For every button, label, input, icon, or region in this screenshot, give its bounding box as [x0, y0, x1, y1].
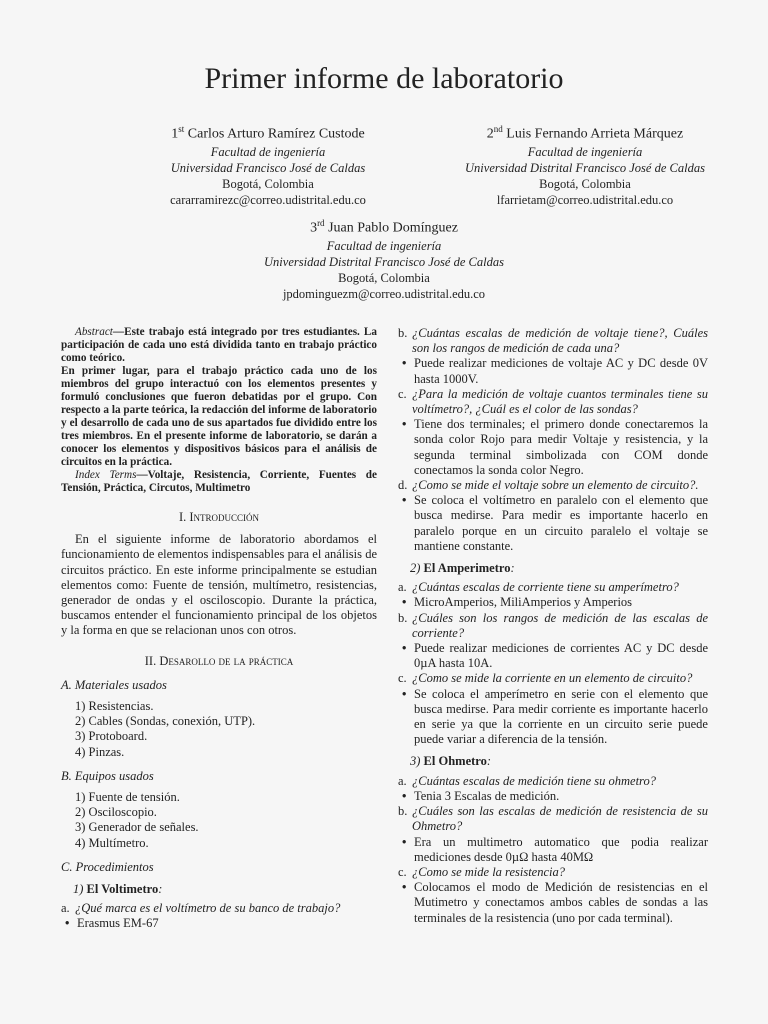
- heading-ohmetro: 3) El Ohmetro:: [410, 754, 492, 769]
- author-block-1: [118, 120, 418, 208]
- materiales-list: [61, 699, 377, 760]
- question-item: c. ¿Como se mide la corriente en un elemento de circuito?: [398, 671, 693, 686]
- author-faculty-3: Facultad de ingeniería: [326, 238, 442, 253]
- equipos-list: [61, 790, 377, 851]
- author-university-3: Universidad Distrital Francisco José de Caldas: [264, 254, 504, 269]
- list-item: 3) Protoboard.: [75, 729, 148, 744]
- list-item: 4) Pinzas.: [75, 744, 125, 759]
- author-name-1: 1st Carlos Arturo Ramírez Custode: [171, 124, 365, 142]
- question-item: a. ¿Cuántas escalas de corriente tiene su amperímetro?: [398, 580, 679, 595]
- list-item: 3) Generador de señales.: [75, 820, 199, 835]
- author-email-2: lfarrietam@correo.udistrital.edu.co: [496, 192, 674, 207]
- paper-title: Primer informe de laboratorio: [204, 62, 564, 95]
- author-city-2: Bogotá, Colombia: [539, 176, 631, 191]
- section-heading-introduccion: I. Introducción: [178, 510, 260, 524]
- author-name-2: 2nd Luis Fernando Arrieta Márquez: [486, 124, 684, 142]
- author-block-3: [234, 214, 534, 302]
- heading-amperimetro: 2) El Amperimetro:: [410, 561, 515, 576]
- abstract-paragraph-2: En primer lugar, para el trabajo práctico cada uno de los miembros del grupo interactuó con los elementos presentes y formuló conclusiones que fueron debatidas por el grupo. Con respecto a la parte teórica, la redacción del informe de laboratorio y el desarrollo de cada uno de sus apartados fue dividido entre los tres miembros. En el presente informe de laboratorio, se darán a conocer los elementos y dispositivos básicos para el análisis de circuitos en la práctica.: [61, 365, 377, 468]
- author-faculty-2: Facultad de ingeniería: [527, 144, 643, 159]
- subsection-equipos: B. Equipos usados: [61, 768, 154, 783]
- section-heading-desarollo: II. Desarollo de la práctica: [144, 653, 294, 668]
- answer-item: • MicroAmperios, MiliAmperios y Amperios: [402, 595, 633, 610]
- answer-item: • Erasmus EM-67: [65, 916, 159, 931]
- abstract: Abstract—Este trabajo está integrado por tres estudiantes. La participación de cada uno está dividida tanto en trabajo práctico como teórico.: [61, 326, 377, 364]
- author-email-1: cararramirezc@correo.udistrital.edu.co: [170, 192, 366, 207]
- question-item: c. ¿Como se mide la resistencia?: [398, 864, 565, 879]
- answer-item: • Tenia 3 Escalas de medición.: [402, 788, 560, 803]
- subsection-procedimientos: C. Procedimientos: [61, 859, 154, 874]
- question-item: d. ¿Como se mide el voltaje sobre un elemento de circuito?.: [398, 478, 699, 493]
- index-terms: Index Terms—Voltaje, Resistencia, Corriente, Fuentes de Tensión, Práctica, Circutos, Multimetro: [61, 469, 377, 494]
- author-city-3: Bogotá, Colombia: [338, 270, 430, 285]
- author-city-1: Bogotá, Colombia: [222, 176, 314, 191]
- list-item: 2) Cables (Sondas, conexión, UTP).: [75, 714, 256, 729]
- answer-item: • Puede realizar mediciones de corrientes AC y DC desde 0µA hasta 10A.: [402, 641, 708, 671]
- answer-item: • Colocamos el modo de Medición de resistencias en el Mutimetro y conectamos ambos cables de sondas a las terminales de la resistencia (uno por cada terminal).: [402, 880, 708, 925]
- left-column: [61, 326, 377, 932]
- author-email-3: jpdominguezm@correo.udistrital.edu.co: [282, 286, 486, 301]
- question-item: b. ¿Cuáles son los rangos de medición de las escalas de corriente?: [398, 610, 708, 640]
- subsection-materiales: A. Materiales usados: [61, 677, 167, 692]
- question-item: a. ¿Qué marca es el voltímetro de su banco de trabajo?: [61, 901, 341, 916]
- list-item: 1) Resistencias.: [75, 699, 154, 714]
- author-block-2: [430, 120, 740, 208]
- question-item: a. ¿Cuántas escalas de medición tiene su ohmetro?: [398, 773, 656, 788]
- answer-item: • Puede realizar mediciones de voltaje AC y DC desde 0V hasta 1000V.: [402, 356, 708, 386]
- answer-item: • Tiene dos terminales; el primero donde conectaremos la sonda color Rojo para medir Voltaje y resistencia, y la segunda terminal simbolizada con COM donde conectamos la sonda color Negro.: [402, 417, 708, 477]
- author-faculty-1: Facultad de ingeniería: [210, 144, 326, 159]
- author-name-3: 3rd Juan Pablo Domínguez: [310, 218, 458, 236]
- question-item: b. ¿Cuáles son las escalas de medición de resistencia de su Ohmetro?: [398, 804, 708, 834]
- right-column: [398, 326, 708, 926]
- answer-item: • Era un multimetro automatico que podia realizar mediciones desde 0µΩ hasta 40MΩ: [402, 834, 708, 864]
- list-item: 2) Osciloscopio.: [75, 805, 157, 820]
- author-university-1: Universidad Francisco José de Caldas: [170, 160, 366, 175]
- heading-voltimetro: 1) El Voltimetro:: [73, 882, 163, 897]
- answer-item: • Se coloca el voltímetro en paralelo con el elemento que busca medirse. Para medir es importante hacerlo en paralelo porque en un circuito paralelo el voltaje se mantiene constante.: [402, 493, 708, 553]
- question-item: b. ¿Cuántas escalas de medición de voltaje tiene?, Cuáles son los rangos de medición de cada una?: [398, 326, 708, 356]
- introduccion-body: En el siguiente informe de laboratorio abordamos el funcionamiento de elementos indispensables para el análisis de circuitos práctico. En este informe principalmente se estudian elementos como: Fuente de tensión, multímetro, resistencias, generador de ondas y el osciloscopio. Durante la práctica, buscamos entender el funcionamiento principal de los objetos y la forma en que se relacionan unos con otros.: [61, 532, 377, 638]
- answer-item: • Se coloca el amperímetro en serie con el elemento que busca medirse. Para medir corriente es importante hacerlo en serie ya que la corriente en un circuito serie puede puede variar a diferencia de la tensión.: [402, 686, 708, 747]
- list-item: 4) Multímetro.: [75, 835, 149, 850]
- question-item: c. ¿Para la medición de voltaje cuantos terminales tiene su voltímetro?, ¿Cuál es el color de las sondas?: [398, 386, 708, 417]
- author-university-2: Universidad Distrital Francisco José de Caldas: [465, 160, 705, 175]
- list-item: 1) Fuente de tensión.: [75, 790, 180, 805]
